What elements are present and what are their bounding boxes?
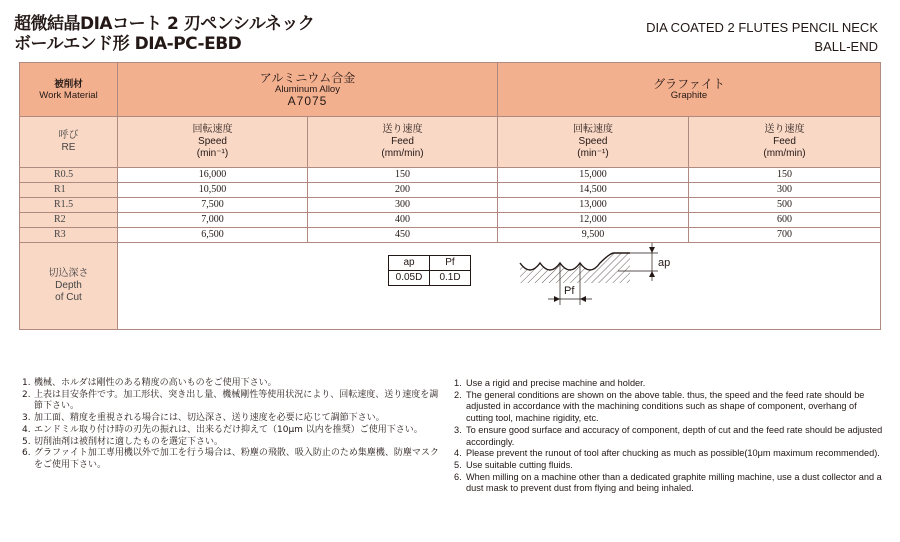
note-jp-6: 6. グラファイト加工専用機以外で加工を行う場合は、粉塵の飛散、吸入防止のため集塵機、防塵マスクをご使用下さい。 <box>22 448 439 470</box>
ap-value: 0.05D <box>389 271 430 286</box>
title-jp-line2: ボールエンド形 DIA-PC-EBD <box>14 34 242 54</box>
gr-speed-cell: 9,500 <box>498 228 689 243</box>
note-jp-5: 5. 切削油剤は被削材に適したものを選定下さい。 <box>22 436 224 447</box>
gr-feed-cell: 600 <box>689 213 881 228</box>
depth-of-cut-label: 切込深さ Depth of Cut <box>20 243 118 330</box>
gr-feed-cell: 700 <box>689 228 881 243</box>
gr-speed-header: 回転速度 Speed (min⁻¹) <box>498 117 689 168</box>
al-speed-header: 回転速度 Speed (min⁻¹) <box>118 117 308 168</box>
title-en-line1: DIA COATED 2 FLUTES PENCIL NECK <box>646 20 878 35</box>
table-row <box>20 183 881 198</box>
note-en-4: 4. Please prevent the runout of tool after chucking as much as possible(10μm maximum recommended). <box>454 448 880 459</box>
notes-en <box>454 378 886 495</box>
title-jp-line1: 超微結晶DIAコート 2 刃ペンシルネック <box>14 14 315 34</box>
diagram-pf-label: Pf <box>564 285 575 297</box>
al-feed-cell: 200 <box>308 183 498 198</box>
pf-arrow-right <box>554 296 560 302</box>
al-feed-cell: 450 <box>308 228 498 243</box>
note-en-6: 6. When milling on a machine other than a dedicated graphite milling machine, use a dust collector and a dust mask to prevent dust from flying and being inhaled. <box>454 471 882 494</box>
re-cell: R3 <box>20 228 118 243</box>
al-feed-cell: 150 <box>308 168 498 183</box>
gr-speed-cell: 13,000 <box>498 198 689 213</box>
re-cell: R0.5 <box>20 168 118 183</box>
table-row <box>20 228 881 243</box>
al-speed-cell: 6,500 <box>118 228 308 243</box>
column-header-row <box>20 117 881 168</box>
al-speed-cell: 7,500 <box>118 198 308 213</box>
product-title-jp <box>14 14 314 54</box>
al-feed-cell: 400 <box>308 213 498 228</box>
note-en-1: 1. Use a rigid and precise machine and holder. <box>454 378 646 388</box>
work-material-header: 被削材 Work Material <box>20 63 118 117</box>
material-header-row <box>20 63 881 117</box>
note-en-3: 3. To ensure good surface and accuracy of component, depth of cut and the feed rate should be adjusted accordingly. <box>454 424 883 447</box>
re-header: 呼び RE <box>20 117 118 168</box>
title-en-line2: BALL-END <box>814 39 878 54</box>
table-row <box>20 198 881 213</box>
table-row <box>20 168 881 183</box>
gr-feed-header: 送り速度 Feed (mm/min) <box>689 117 881 168</box>
note-jp-2: 2. 上表は目安条件です。加工形状、突き出し量、機械剛性等使用状況により、回転速度、送り速度を調節下さい。 <box>22 389 439 412</box>
ap-arrow-down <box>649 247 655 253</box>
ap-label: ap <box>389 256 430 271</box>
note-en-2: 2. The general conditions are shown on the above table. thus, the speed and the feed rate should be adjusted in accordance with the machining conditions such as shape of component, overhang of cutting tool, machine rigidity, etc. <box>454 389 865 424</box>
notes-jp <box>22 378 447 472</box>
pf-label: Pf <box>430 256 471 271</box>
depth-of-cut-row <box>20 243 881 330</box>
diagram-ap-label: ap <box>658 257 671 269</box>
re-cell: R2 <box>20 213 118 228</box>
al-feed-header: 送り速度 Feed (mm/min) <box>308 117 498 168</box>
pf-value: 0.1D <box>430 271 471 286</box>
gr-speed-cell: 15,000 <box>498 168 689 183</box>
pf-arrow-left <box>580 296 586 302</box>
al-speed-cell: 16,000 <box>118 168 308 183</box>
al-speed-cell: 7,000 <box>118 213 308 228</box>
cutting-conditions-table <box>19 62 881 330</box>
ap-arrow-up <box>649 271 655 277</box>
gr-speed-cell: 14,500 <box>498 183 689 198</box>
note-jp-1: 1. 機械、ホルダは剛性のある精度の高いものをご使用下さい。 <box>22 378 277 388</box>
al-speed-cell: 10,500 <box>118 183 308 198</box>
note-jp-4: 4. エンドミル取り付け時の刃先の振れは、出来るだけ抑えて（10μm 以内を推奨）ご使用下さい。 <box>22 424 423 435</box>
re-cell: R1.5 <box>20 198 118 213</box>
gr-feed-cell: 150 <box>689 168 881 183</box>
depth-of-cut-values <box>388 255 471 286</box>
re-cell: R1 <box>20 183 118 198</box>
gr-feed-cell: 500 <box>689 198 881 213</box>
depth-of-cut-content <box>118 243 881 330</box>
aluminum-alloy-header: アルミニウム合金 Aluminum Alloy A7075 <box>118 63 498 117</box>
al-feed-cell: 300 <box>308 198 498 213</box>
table-row <box>20 213 881 228</box>
graphite-header: グラファイト Graphite <box>498 63 881 117</box>
depth-of-cut-diagram <box>518 243 678 329</box>
note-jp-3: 3. 加工面、精度を重視される場合には、切込深さ、送り速度を必要に応じて調節下さい。 <box>22 413 385 424</box>
gr-feed-cell: 300 <box>689 183 881 198</box>
gr-speed-cell: 12,000 <box>498 213 689 228</box>
note-en-5: 5. Use suitable cutting fluids. <box>454 459 573 470</box>
product-title-en <box>646 18 878 56</box>
